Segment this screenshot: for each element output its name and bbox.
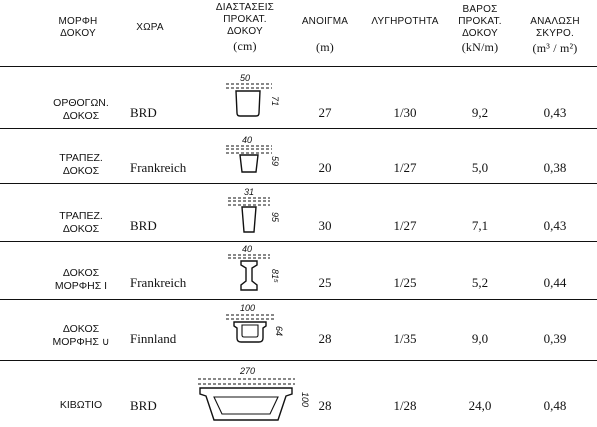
row5-width-label: 100 <box>240 303 256 313</box>
header-dimensions-line1: ΔΙΑΣΤΑΣΕΙΣ <box>215 2 275 13</box>
row5-beam-type-line2: ΜΟΡΦΗΣ ∪ <box>52 336 110 348</box>
row5-span: 28 <box>318 331 332 346</box>
row4-concrete: 0,44 <box>543 275 567 290</box>
row2-concrete: 0,38 <box>543 160 567 175</box>
header-beam-type-line1: ΜΟΡΦΗ <box>58 16 98 27</box>
row5-slenderness: 1/35 <box>393 331 417 346</box>
row1-slenderness: 1/30 <box>393 105 417 120</box>
header-concrete-line1: ΑΝΑΛΩΣΗ <box>530 16 580 27</box>
row4-section-i-beam-icon <box>214 243 294 297</box>
header-concrete <box>520 16 590 54</box>
row2-beam-type <box>40 152 122 178</box>
row2-height-label: 59 <box>270 156 280 167</box>
row4-country: Frankreich <box>130 275 187 290</box>
divider <box>0 66 597 67</box>
header-weight-line3: ΔΟΚΟΥ <box>462 28 498 39</box>
row2-width-label: 40 <box>242 135 253 145</box>
row5-weight: 9,0 <box>471 331 489 346</box>
row4-span: 25 <box>318 275 332 290</box>
row3-beam-type-line1: ΤΡΑΠΕΖ. <box>59 210 103 222</box>
divider <box>0 360 597 361</box>
row3-beam-type <box>40 210 122 236</box>
header-dimensions-line2: ΠΡΟΚΑΤ. <box>223 14 267 25</box>
row6-concrete: 0,48 <box>543 398 567 413</box>
row1-weight: 9,2 <box>471 105 489 120</box>
header-country <box>130 22 170 34</box>
row3-height-label: 95 <box>270 212 280 223</box>
row5-height-label: 64 <box>274 326 284 337</box>
row5-section-u-beam-icon <box>214 302 294 352</box>
row5-country: Finnland <box>130 331 177 346</box>
header-weight-line2: ΠΡΟΚΑΤ. <box>458 16 502 27</box>
row1-beam-type-line1: ΟΡΘΟΓΩΝ. <box>53 97 109 109</box>
row2-section-trapezoidal-icon <box>214 134 294 180</box>
row6-weight: 24,0 <box>468 398 492 413</box>
row1-span: 27 <box>318 105 332 120</box>
row1-width-label: 50 <box>240 73 251 83</box>
header-beam-type-line2: ΔΟΚΟΥ <box>60 28 96 39</box>
row3-concrete: 0,43 <box>543 218 567 233</box>
header-weight <box>445 4 515 53</box>
row4-beam-type-line1: ΔΟΚΟΣ <box>62 267 100 279</box>
row6-beam-type <box>40 399 122 412</box>
row2-country: Frankreich <box>130 160 187 175</box>
row4-beam-type-line2: ΜΟΡΦΗΣ I <box>54 280 108 292</box>
row3-beam-type-line2: ΔΟΚΟΣ <box>62 223 100 235</box>
header-weight-line1: ΒΑΡΟΣ <box>462 4 498 15</box>
row1-beam-type-line2: ΔΟΚΟΣ <box>62 110 100 122</box>
divider <box>0 241 597 242</box>
row3-slenderness: 1/27 <box>393 218 417 233</box>
row2-weight: 5,0 <box>471 160 489 175</box>
row4-weight: 5,2 <box>471 275 489 290</box>
header-country-label: ΧΩΡΑ <box>136 22 164 33</box>
row6-slenderness: 1/28 <box>393 398 417 413</box>
row4-height-label: 81⁵ <box>270 269 280 283</box>
row1-section-rectangular-icon <box>214 72 294 124</box>
row5-beam-type-line1: ΔΟΚΟΣ <box>62 323 100 335</box>
row3-span: 30 <box>318 218 332 233</box>
row6-beam-type-line1: ΚΙΒΩΤΙΟ <box>59 399 103 411</box>
row2-span: 20 <box>318 160 332 175</box>
header-weight-unit: (kN/m) <box>461 40 499 54</box>
header-slenderness-label: ΛΥΓΗΡΟΤΗΤΑ <box>371 16 439 27</box>
row4-width-label: 40 <box>242 244 253 254</box>
row4-beam-type <box>40 267 122 293</box>
row6-height-label: 100 <box>300 392 310 408</box>
row3-section-trapezoidal-icon <box>214 186 294 238</box>
row2-slenderness: 1/27 <box>393 160 417 175</box>
row2-beam-type-line1: ΤΡΑΠΕΖ. <box>59 152 103 164</box>
header-concrete-line2: ΣΚΥΡΟ. <box>536 28 574 39</box>
row5-concrete: 0,39 <box>543 331 567 346</box>
row6-section-box-girder-icon <box>190 364 320 426</box>
header-span <box>288 16 362 53</box>
row3-weight: 7,1 <box>471 218 489 233</box>
row5-beam-type <box>40 323 122 349</box>
row6-width-label: 270 <box>240 366 256 376</box>
header-dimensions-line3: ΔΟΚΟΥ <box>227 26 263 37</box>
divider <box>0 299 597 300</box>
header-dimensions-unit: (cm) <box>233 39 257 53</box>
header-beam-type <box>48 16 108 40</box>
row2-beam-type-line2: ΔΟΚΟΣ <box>62 165 100 177</box>
row3-country: BRD <box>130 218 157 233</box>
row6-span: 28 <box>318 398 332 413</box>
header-dimensions <box>205 2 285 52</box>
header-span-unit: (m) <box>316 40 334 54</box>
row4-slenderness: 1/25 <box>393 275 417 290</box>
header-span-label: ΑΝΟΙΓΜΑ <box>301 16 349 27</box>
row1-country: BRD <box>130 105 157 120</box>
header-concrete-unit: (m³ / m²) <box>532 41 578 55</box>
header-slenderness <box>360 16 450 28</box>
row1-height-label: 71 <box>270 96 280 107</box>
row1-concrete: 0,43 <box>543 105 567 120</box>
row3-width-label: 31 <box>244 187 255 197</box>
divider <box>0 128 597 129</box>
divider <box>0 183 597 184</box>
row1-beam-type <box>40 97 122 123</box>
row6-country: BRD <box>130 398 157 413</box>
